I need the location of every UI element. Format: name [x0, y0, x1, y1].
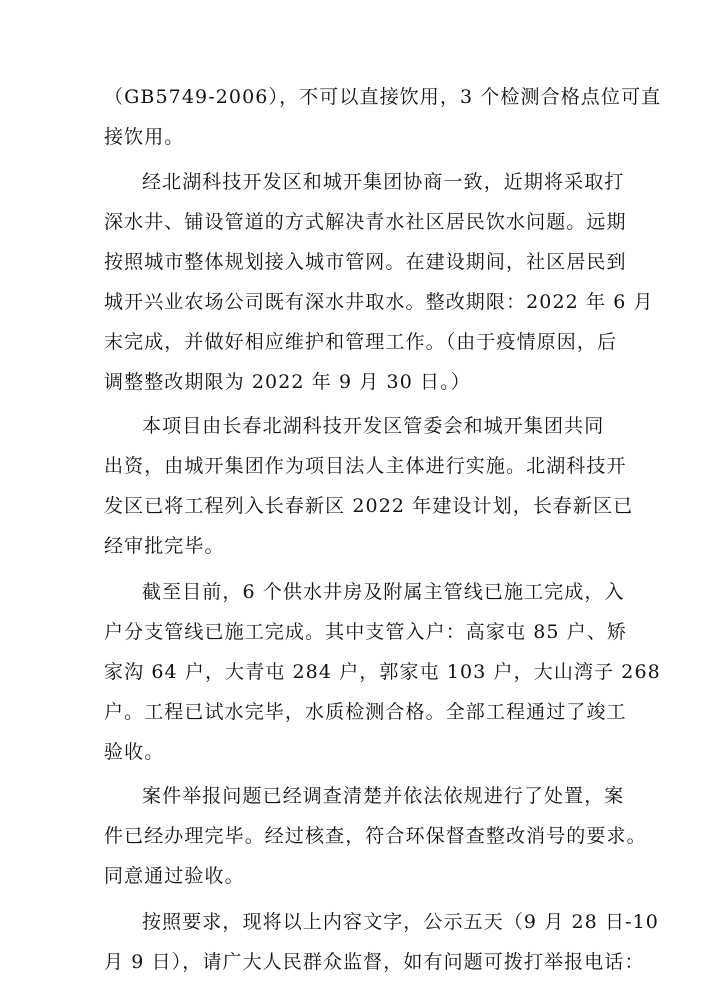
text-line: 件已经办理完毕。经过核查，符合环保督查整改消号的要求。: [104, 825, 647, 847]
text-line: 户。工程已试水完毕，水质检测合格。全部工程通过了竣工: [104, 701, 627, 723]
text-line: 本项目由长春北湖科技开发区管委会和城开集团共同: [142, 415, 605, 437]
text-line: 接饮用。: [104, 126, 185, 148]
text-line: 发区已将工程列入长春新区 2022 年建设计划，长春新区已: [104, 495, 634, 517]
text-line: 案件举报问题已经调查清楚并依法依规进行了处置，案: [142, 785, 625, 807]
text-line: 出资，由城开集团作为项目法人主体进行实施。北湖科技开: [104, 455, 627, 477]
text-line: 月 9 日），请广大人民群众监督，如有问题可拨打举报电话：: [104, 951, 645, 973]
text-line: 同意通过验收。: [104, 865, 245, 887]
text-line: 家沟 64 户，大青屯 284 户，郭家屯 103 户，大山湾子 268: [104, 661, 661, 683]
text-line: 截至目前，6 个供水井房及附属主管线已施工完成，入: [142, 581, 625, 603]
text-line: 深水井、铺设管道的方式解决青水社区居民饮水问题。远期: [104, 211, 627, 233]
text-line: 调整整改期限为 2022 年 9 月 30 日。）: [104, 371, 471, 393]
text-line: 经审批完毕。: [104, 535, 225, 557]
text-line: （GB5749-2006），不可以直接饮用，3 个检测合格点位可直: [104, 86, 662, 108]
text-line: 验收。: [104, 741, 165, 763]
text-line: 城开兴业农场公司既有深水井取水。整改期限：2022 年 6 月: [104, 291, 654, 313]
text-line: 末完成，并做好相应维护和管理工作。（由于疫情原因，后: [104, 331, 618, 353]
text-line: 户分支管线已施工完成。其中支管入户：高家屯 85 户、矫: [104, 621, 628, 643]
text-line: 按照城市整体规划接入城市管网。在建设期间，社区居民到: [104, 251, 627, 273]
text-line: 按照要求，现将以上内容文字，公示五天（9 月 28 日-10: [142, 911, 659, 933]
text-line: 经北湖科技开发区和城开集团协商一致，近期将采取打: [142, 171, 625, 193]
